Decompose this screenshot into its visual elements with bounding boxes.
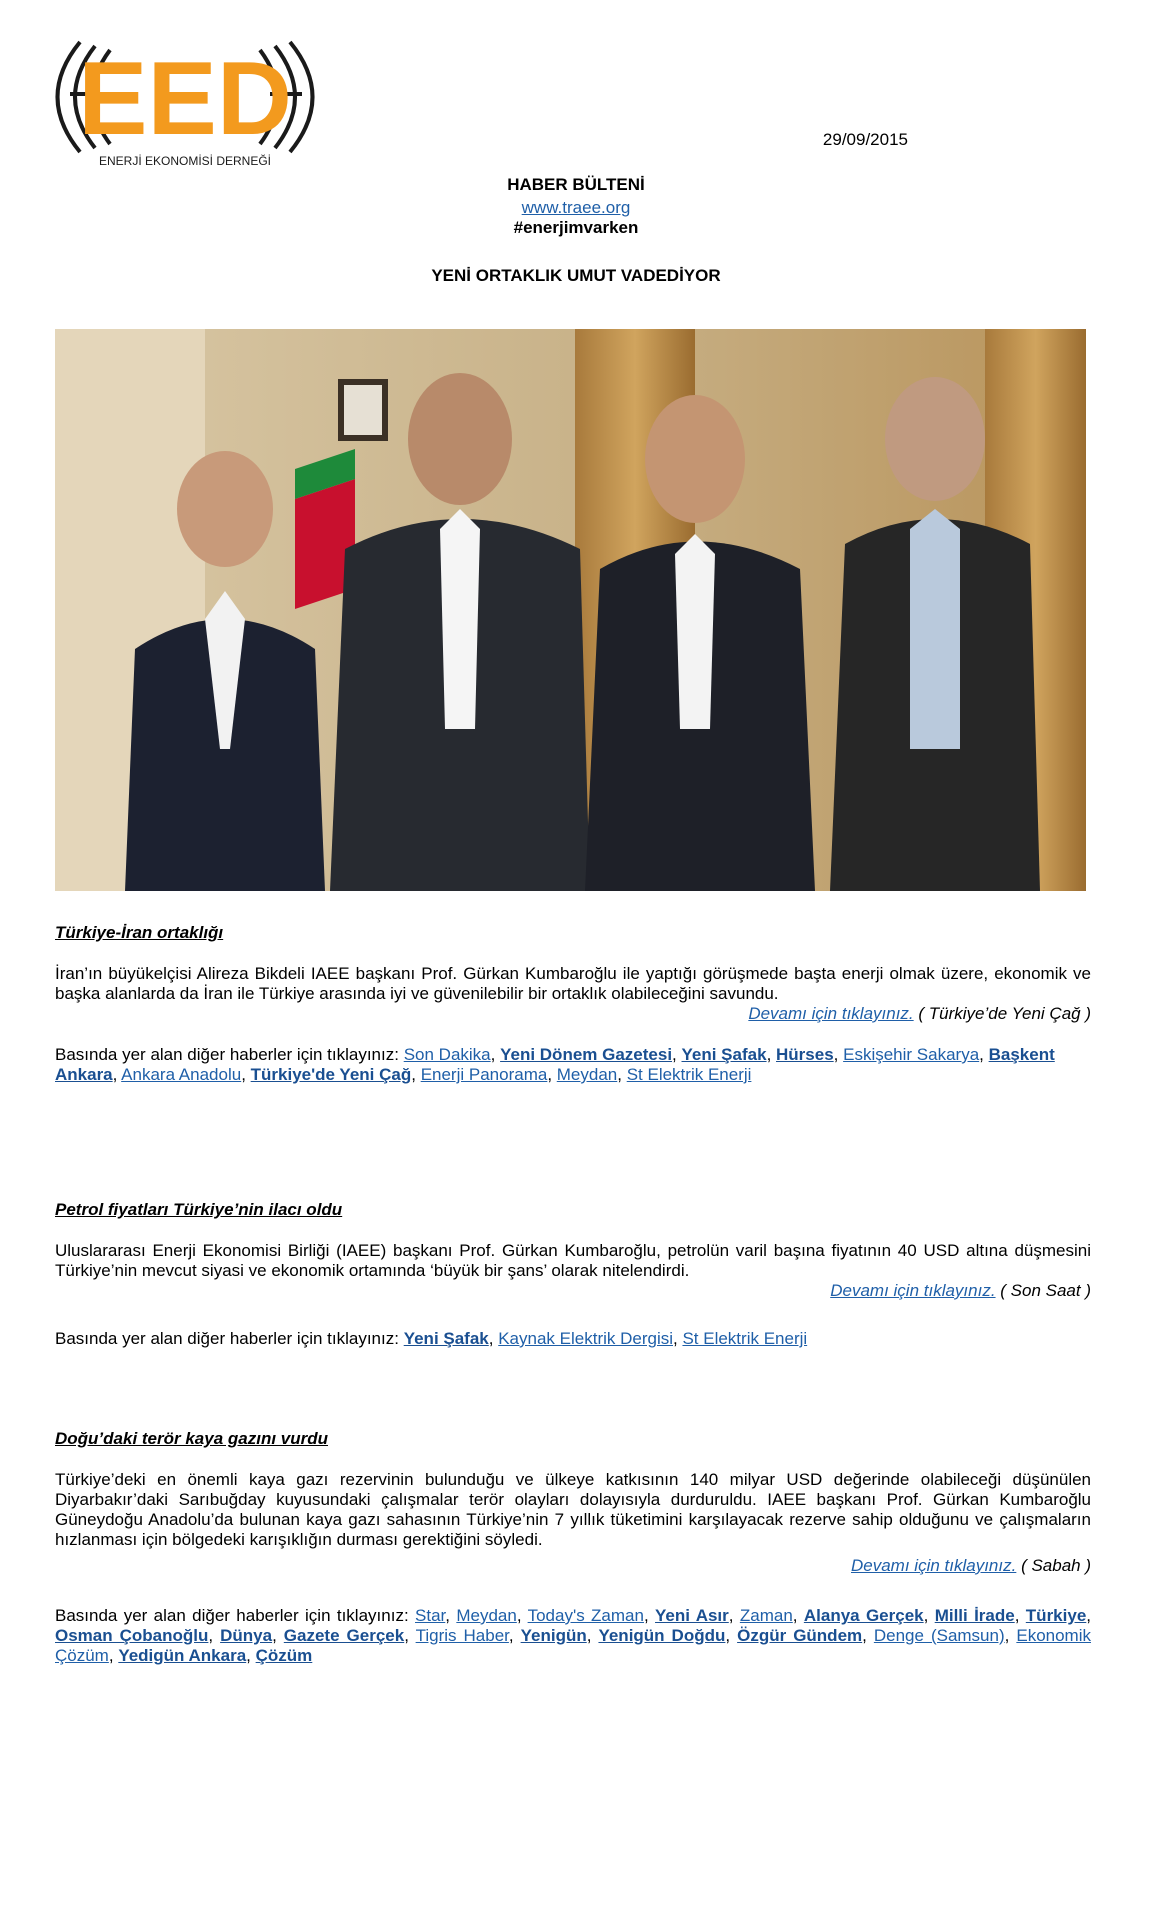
read-more-link[interactable]: Devamı için tıklayınız. xyxy=(851,1556,1017,1575)
website-line xyxy=(0,198,1152,218)
other-news xyxy=(55,1606,1091,1666)
other-news-links: Son Dakika, Yeni Dönem Gazetesi, Yeni Şafak, Hürses, Eskişehir Sakarya, Başkent Ankara, Ankara Anadolu, Türkiye'de Yeni Çağ, Enerji Panorama, Meydan, St Elektrik Enerji xyxy=(55,1045,1055,1084)
press-link[interactable]: Meydan xyxy=(456,1606,517,1625)
press-link[interactable]: Yeni Dönem Gazetesi xyxy=(500,1045,673,1064)
read-more-link[interactable]: Devamı için tıklayınız. xyxy=(830,1281,996,1300)
press-link[interactable]: Başkent Ankara xyxy=(55,1045,1055,1084)
press-link[interactable]: Son Dakika xyxy=(403,1045,491,1064)
source-label: ( Son Saat ) xyxy=(1000,1281,1091,1300)
press-link[interactable]: Today's Zaman xyxy=(527,1606,644,1625)
headline: YENİ ORTAKLIK UMUT VADEDİYOR xyxy=(431,266,721,285)
press-link[interactable]: Yedigün Ankara xyxy=(118,1646,247,1665)
section-title: Petrol fiyatları Türkiye’nin ilacı oldu xyxy=(55,1200,343,1219)
other-news-label: Basında yer alan diğer haberler için tıklayınız: xyxy=(55,1045,399,1064)
bulletin-date: 29/09/2015 xyxy=(822,130,908,149)
logo-caption: ENERJİ EKONOMİSİ DERNEĞİ xyxy=(98,154,272,168)
section-1 xyxy=(55,923,1091,1085)
press-link[interactable]: Türkiye xyxy=(1025,1606,1087,1625)
press-link[interactable]: Kaynak Elektrik Dergisi xyxy=(498,1329,673,1348)
other-news xyxy=(55,1045,1091,1085)
press-link[interactable]: Alanya Gerçek xyxy=(803,1606,924,1625)
other-news-label: Basında yer alan diğer haberler için tıklayınız: xyxy=(55,1606,409,1625)
press-link[interactable]: Özgür Gündem xyxy=(737,1626,863,1645)
press-link[interactable]: Zaman xyxy=(739,1606,793,1625)
press-link[interactable]: Star xyxy=(415,1606,446,1625)
press-link[interactable]: Yenigün xyxy=(520,1626,587,1645)
other-news-links: Yeni Şafak, Kaynak Elektrik Dergisi, St Elektrik Enerji xyxy=(403,1329,808,1348)
hashtag: #enerjimvarken xyxy=(513,218,639,237)
press-link[interactable]: Türkiye'de Yeni Çağ xyxy=(250,1065,412,1084)
section-title: Türkiye-İran ortaklığı xyxy=(55,923,224,942)
press-link[interactable]: Hürses xyxy=(776,1045,834,1064)
read-more-line xyxy=(55,1556,1091,1576)
section-3 xyxy=(55,1429,1091,1666)
press-link[interactable]: Enerji Panorama xyxy=(420,1065,548,1084)
eed-logo xyxy=(30,22,340,172)
section-body: İran’ın büyükelçisi Alireza Bikdeli IAEE başkanı Prof. Gürkan Kumbaroğlu ile yaptığı görüşmede başta enerji olmak üzere, ekonomik ve başka alanlarda da İran ile Türkiye arasında iyi ve güvenilebilir bir ortaklık olabileceğini savundu. xyxy=(55,964,1091,1003)
website-link[interactable]: www.traee.org xyxy=(521,198,631,217)
section-body: Türkiye’deki en önemli kaya gazı rezervinin bulunduğu ve ülkeye katkısının 140 milyar USD değerinde olabileceği düşünülen Diyarbakır’daki Sarıbuğday kuyusundaki çalışmalar terör olayları dolayısıyla durduruldu. IAEE başkanı Prof. Gürkan Kumbaroğlu Güneydoğu Anadolu’da bulunan kaya gazı sahasının Türkiye’nin 7 yıllık tüketimini karşılayacak rezerve sahip olduğunu ve çalışmaların hızlanması için bölgedeki karışıklığın durması gerektiğini söyledi. xyxy=(55,1470,1091,1549)
section-2 xyxy=(55,1200,1091,1349)
press-link[interactable]: Tigris Haber xyxy=(415,1626,509,1645)
other-news xyxy=(55,1329,1091,1349)
read-more-line xyxy=(55,1004,1091,1024)
press-link[interactable]: Yeni Asır xyxy=(655,1606,729,1625)
press-link[interactable]: Ankara Anadolu xyxy=(121,1065,242,1084)
press-link[interactable]: Osman Çobanoğlu xyxy=(55,1626,209,1645)
section-title: Doğu’daki terör kaya gazını vurdu xyxy=(55,1429,329,1448)
read-more-link[interactable]: Devamı için tıklayınız. xyxy=(748,1004,914,1023)
press-link[interactable]: Yeni Şafak xyxy=(403,1329,489,1348)
press-link[interactable]: Çözüm xyxy=(255,1646,313,1665)
read-more-line xyxy=(55,1281,1091,1301)
logo-letters: EED xyxy=(78,41,292,157)
other-news-links: Star, Meydan, Today's Zaman, Yeni Asır, Zaman, Alanya Gerçek, Milli İrade, Türkiye, Osman Çobanoğlu, Dünya, Gazete Gerçek, Tigris Haber, Yenigün, Yenigün Doğdu, Özgür Gündem, Denge (Samsun), Ekonomik Çözüm, Yedigün Ankara, Çözüm xyxy=(55,1606,1092,1665)
press-link[interactable]: Ekonomik Çözüm xyxy=(55,1626,1091,1665)
news-photo xyxy=(55,329,1086,891)
source-label: ( Sabah ) xyxy=(1021,1556,1091,1575)
press-link[interactable]: St Elektrik Enerji xyxy=(626,1065,752,1084)
press-link[interactable]: Dünya xyxy=(220,1626,273,1645)
press-link[interactable]: Eskişehir Sakarya xyxy=(843,1045,980,1064)
press-link[interactable]: St Elektrik Enerji xyxy=(682,1329,808,1348)
press-link[interactable]: Meydan xyxy=(556,1065,618,1084)
section-body: Uluslararası Enerji Ekonomisi Birliği (IAEE) başkanı Prof. Gürkan Kumbaroğlu, petrolün varil başına fiyatının 40 USD altına düşmesini Türkiye’nin mevcut siyasi ve ekonomik ortamında ‘büyük bir şans’ olarak nitelendirdi. xyxy=(55,1241,1091,1280)
press-link[interactable]: Denge (Samsun) xyxy=(873,1626,1005,1645)
press-link[interactable]: Yenigün Doğdu xyxy=(598,1626,726,1645)
source-label: ( Türkiye’de Yeni Çağ ) xyxy=(918,1004,1091,1023)
bulletin-title: HABER BÜLTENİ xyxy=(507,175,645,194)
press-link[interactable]: Yeni Şafak xyxy=(681,1045,767,1064)
press-link[interactable]: Gazete Gerçek xyxy=(283,1626,405,1645)
press-link[interactable]: Milli İrade xyxy=(934,1606,1015,1625)
other-news-label: Basında yer alan diğer haberler için tıklayınız: xyxy=(55,1329,399,1348)
